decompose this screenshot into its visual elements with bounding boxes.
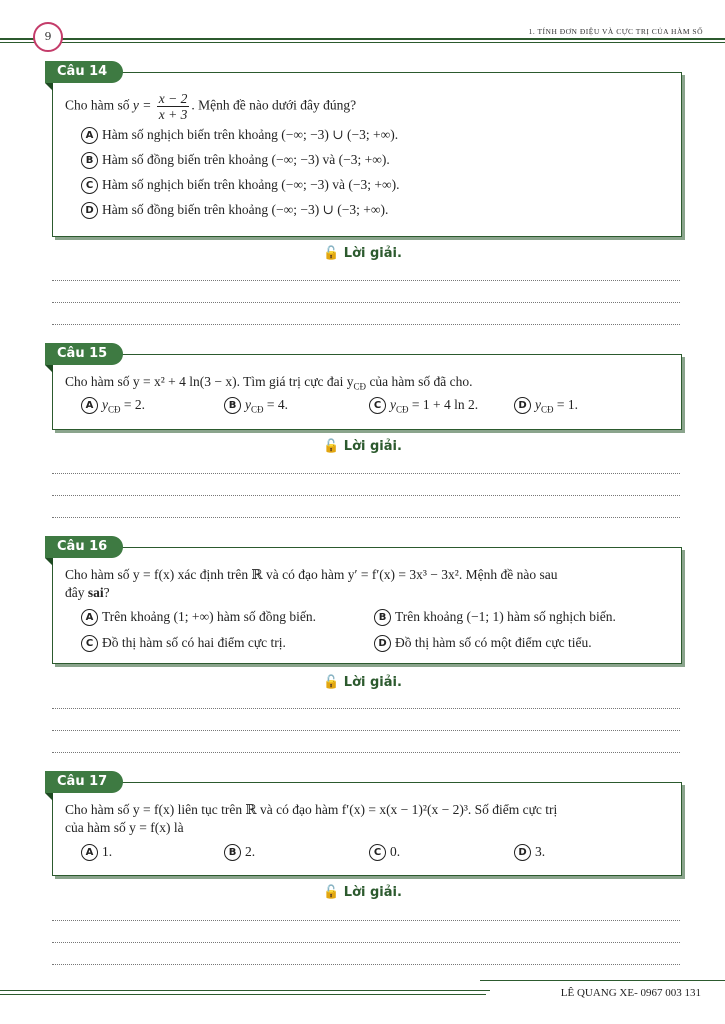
- header-rule-thin: [0, 42, 725, 43]
- answer-line: [52, 752, 680, 753]
- answer-line: [52, 517, 680, 518]
- answer-line: [52, 302, 680, 303]
- lock-icon: 🔓: [323, 246, 340, 261]
- option-c[interactable]: C Đồ thị hàm số có hai điểm cực trị.: [81, 634, 374, 652]
- footer-rule-thin: [0, 994, 486, 995]
- option-letter: D: [514, 397, 531, 414]
- running-title: 1. TÍNH ĐƠN ĐIỆU VÀ CỰC TRỊ CỦA HÀM SỐ: [528, 27, 703, 36]
- answer-line: [52, 280, 680, 281]
- option-letter: D: [81, 202, 98, 219]
- solution-heading: 🔓 Lời giải.: [323, 885, 402, 900]
- option-letter: D: [514, 844, 531, 861]
- option-a[interactable]: A Hàm số nghịch biến trên khoảng (−∞; −3) ∪ (−3; +∞).: [81, 126, 669, 144]
- option-a[interactable]: A 1.: [81, 843, 224, 861]
- answer-line: [52, 324, 680, 325]
- option-d[interactable]: D Hàm số đồng biến trên khoảng (−∞; −3) ∪ (−3; +∞).: [81, 201, 669, 219]
- question-stem-line2: đây sai?: [65, 585, 110, 600]
- option-letter: C: [369, 844, 386, 861]
- answer-line: [52, 920, 680, 921]
- lock-icon: 🔓: [323, 675, 340, 690]
- option-letter: C: [369, 397, 386, 414]
- question-stem: Cho hàm số y = f(x) liên tục trên ℝ và có đạo hàm f′(x) = x(x − 1)²(x − 2)³. Số điểm cực trị: [65, 802, 558, 817]
- answer-line: [52, 708, 680, 709]
- page-number-badge: [27, 16, 69, 58]
- option-letter: A: [81, 127, 98, 144]
- fraction: $\frac{x - 2}{x + 3}$: [158, 91, 188, 122]
- option-letter: A: [81, 397, 98, 414]
- option-b[interactable]: B Hàm số đồng biến trên khoảng (−∞; −3) và (−3; +∞).: [81, 151, 669, 169]
- option-letter: B: [224, 397, 241, 414]
- option-c[interactable]: C 0.: [369, 843, 514, 861]
- question-stem: Cho hàm số y = $\frac{x - 2}{x + 3}$ . Mệnh đề nào dưới đây đúng?: [65, 91, 357, 122]
- option-letter: A: [81, 609, 98, 626]
- solution-heading: 🔓 Lời giải.: [323, 675, 402, 690]
- lock-icon: 🔓: [323, 439, 340, 454]
- option-d[interactable]: D Đồ thị hàm số có một điểm cực tiểu.: [374, 634, 592, 652]
- answer-line: [52, 495, 680, 496]
- option-b[interactable]: B 2.: [224, 843, 369, 861]
- option-letter: B: [81, 152, 98, 169]
- option-letter: B: [374, 609, 391, 626]
- footer-author: LÊ QUANG XE- 0967 003 131: [560, 987, 701, 999]
- lock-icon: 🔓: [323, 885, 340, 900]
- answer-line: [52, 473, 680, 474]
- option-letter: C: [81, 177, 98, 194]
- question-stem-line2: của hàm số y = f(x) là: [65, 820, 184, 835]
- option-d[interactable]: D $y_{CĐ} = 1$.: [514, 396, 578, 414]
- answer-line: [52, 730, 680, 731]
- question-tag: Câu 15: [45, 343, 123, 365]
- question-15: [52, 346, 682, 430]
- option-letter: B: [224, 844, 241, 861]
- option-b[interactable]: B $y_{CĐ} = 4$.: [224, 396, 369, 414]
- answer-line: [52, 942, 680, 943]
- question-16: [52, 539, 682, 664]
- option-letter: D: [374, 635, 391, 652]
- option-d[interactable]: D 3.: [514, 843, 545, 861]
- option-a[interactable]: A $y_{CĐ} = 2$.: [81, 396, 224, 414]
- question-14: [52, 64, 682, 237]
- page-number: 9: [44, 30, 52, 43]
- option-a[interactable]: A Trên khoảng (1; +∞) hàm số đồng biến.: [81, 608, 374, 626]
- option-letter: A: [81, 844, 98, 861]
- question-stem: Cho hàm số y = x² + 4 ln(3 − x). Tìm giá trị cực đai $y_{CĐ}$ của hàm số đã cho.: [65, 374, 473, 392]
- option-letter: C: [81, 635, 98, 652]
- option-c[interactable]: C Hàm số nghịch biến trên khoảng (−∞; −3) và (−3; +∞).: [81, 176, 669, 194]
- option-c[interactable]: C $y_{CĐ} = 1 + 4$ ln 2.: [369, 396, 514, 414]
- solution-heading: 🔓 Lời giải.: [323, 439, 402, 454]
- question-tag: Câu 17: [45, 771, 123, 793]
- question-tag: Câu 14: [45, 61, 123, 83]
- option-b[interactable]: B Trên khoảng (−1; 1) hàm số nghịch biến.: [374, 608, 616, 626]
- solution-heading: 🔓 Lời giải.: [323, 246, 402, 261]
- footer-rule: [0, 990, 490, 991]
- question-17: [52, 774, 682, 876]
- question-tag: Câu 16: [45, 536, 123, 558]
- question-stem: Cho hàm số y = f(x) xác định trên ℝ và có đạo hàm y′ = f′(x) = 3x³ − 3x². Mệnh đề nào sau: [65, 567, 558, 582]
- header-rule: [0, 38, 725, 40]
- answer-line: [52, 964, 680, 965]
